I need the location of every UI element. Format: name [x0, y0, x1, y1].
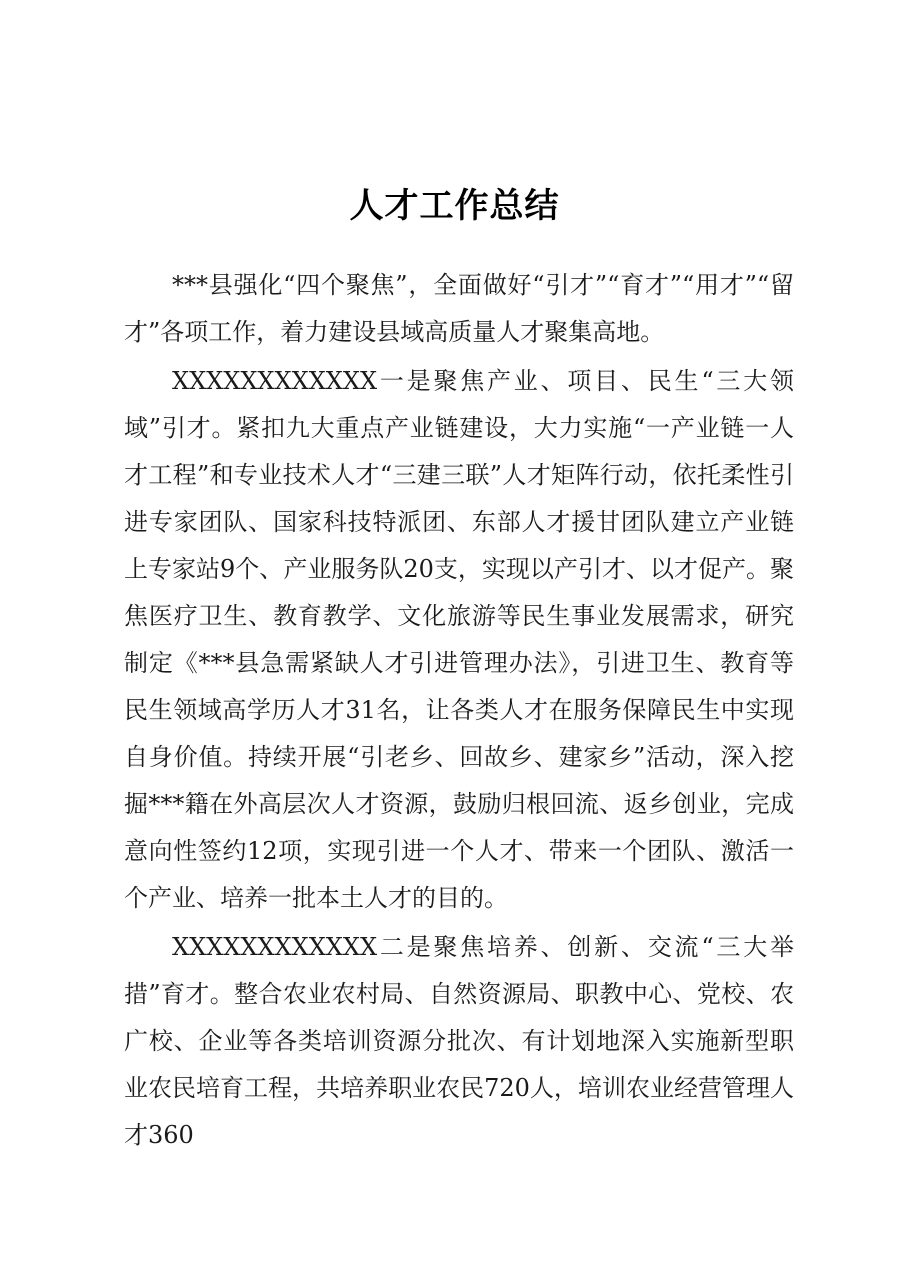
- document-body: [124, 262, 794, 1161]
- paragraph-intro: ***县强化“四个聚焦”，全面做好“引才”“育才”“用才”“留才”各项工作，着力建设县域高质量人才聚集高地。: [124, 271, 794, 346]
- paragraph-attract-talent: XXXXXXXXXXXX一是聚焦产业、项目、民生“三大领域”引才。紧扣九大重点产业链建设，大力实施“一产业链一人才工程”和专业技术人才“三建三联”人才矩阵行动，依托柔性引进专家团队、国家科技特派团、东部人才援甘团队建立产业链上专家站9个、产业服务队20支，实现以产引才、以才促产。聚焦医疗卫生、教育教学、文化旅游等民生事业发展需求，研究制定《***县急需紧缺人才引进管理办法》，引进卫生、教育等民生领域高学历人才31名，让各类人才在服务保障民生中实现自身价值。持续开展“引老乡、回故乡、建家乡”活动，深入挖掘***籍在外高层次人才资源，鼓励归根回流、返乡创业，完成意向性签约12项，实现引进一个人才、带来一个团队、激活一个产业、培养一批本土人才的目的。: [124, 367, 794, 912]
- paragraph-cultivate-talent: XXXXXXXXXXXX二是聚焦培养、创新、交流“三大举措”育才。整合农业农村局、自然资源局、职教中心、党校、农广校、企业等各类培训资源分批次、有计划地深入实施新型职业农民培育工程，共培养职业农民720人，培训农业经营管理人才360: [124, 933, 794, 1149]
- document-title: 人才工作总结: [349, 186, 560, 226]
